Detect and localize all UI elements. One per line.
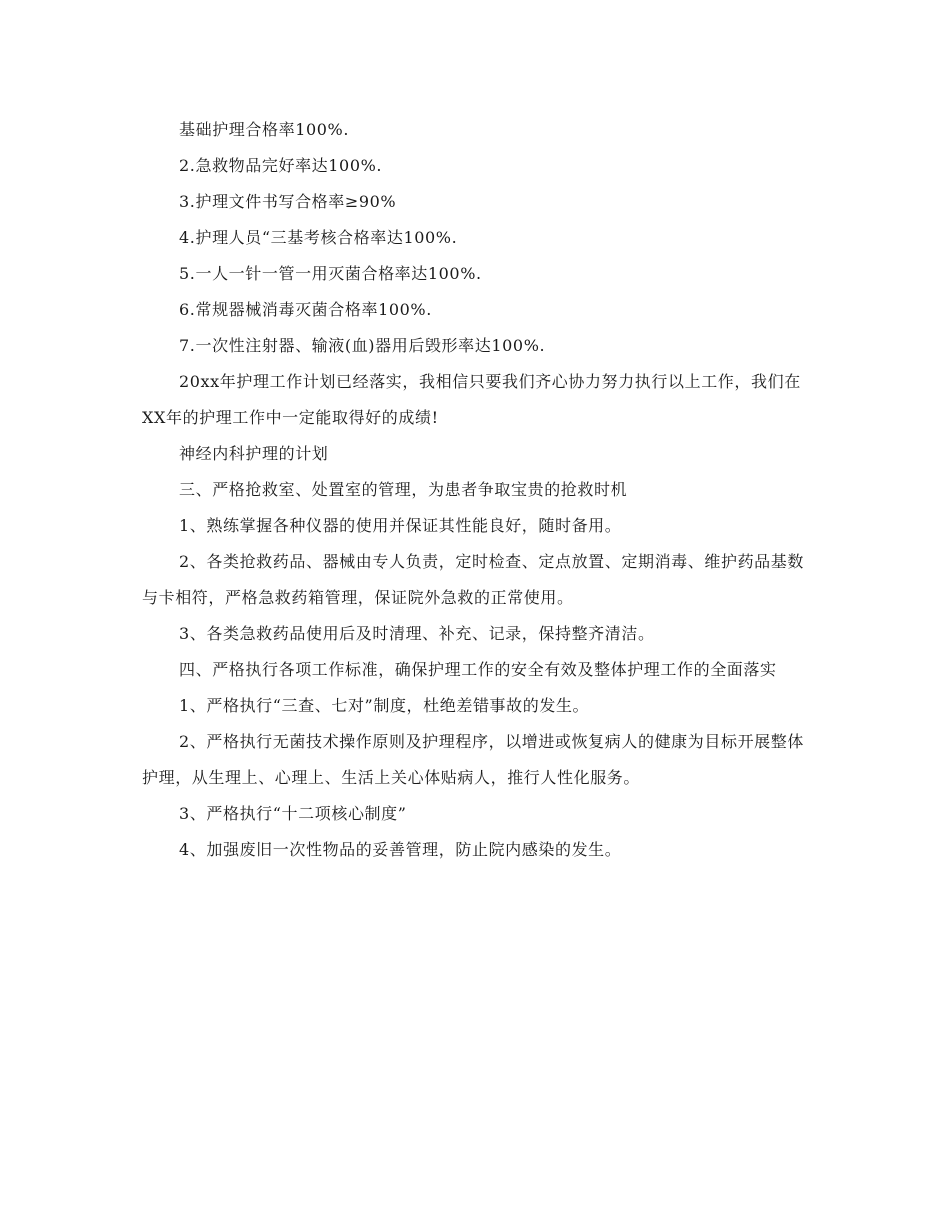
- paragraph-standards-item-3: 3、严格执行“十二项核心制度”: [179, 804, 407, 823]
- paragraph-rescue-item-2: 2、各类抢救药品、器械由专人负责，定时检查、定点放置、定期消毒、维护药品基数与卡相符，严格急救药箱管理，保证院外急救的正常使用。: [142, 552, 804, 607]
- document-body: [142, 112, 807, 868]
- section-heading-rescue-room: 三、严格抢救室、处置室的管理，为患者争取宝贵的抢救时机: [179, 480, 628, 499]
- paragraph-disposable-destruction-rate: 7.一次性注射器、输液(血)器用后毁形率达100%.: [179, 336, 546, 355]
- paragraph-basic-care-rate: 基础护理合格率100%.: [179, 120, 350, 139]
- section-heading-work-standards: 四、严格执行各项工作标准，确保护理工作的安全有效及整体护理工作的全面落实: [179, 660, 777, 679]
- paragraph-staff-exam-rate: 4.护理人员“三基考核合格率达100%.: [179, 228, 458, 247]
- paragraph-sterilization-rate: 5.一人一针一管一用灭菌合格率达100%.: [179, 264, 482, 283]
- paragraph-plan-summary: 20xx年护理工作计划已经落实，我相信只要我们齐心协力努力执行以上工作，我们在XX年的护理工作中一定能取得好的成绩!: [142, 372, 801, 427]
- paragraph-standards-item-4: 4、加强废旧一次性物品的妥善管理，防止院内感染的发生。: [179, 840, 622, 859]
- paragraph-standards-item-1: 1、严格执行“三查、七对”制度，杜绝差错事故的发生。: [179, 696, 590, 715]
- paragraph-emergency-supplies-rate: 2.急救物品完好率达100%.: [179, 156, 383, 175]
- paragraph-nursing-documents-rate: 3.护理文件书写合格率≥90%: [179, 192, 397, 211]
- paragraph-rescue-item-3: 3、各类急救药品使用后及时清理、补充、记录，保持整齐清洁。: [179, 624, 655, 643]
- paragraph-standards-item-2: 2、严格执行无菌技术操作原则及护理程序，以增进或恢复病人的健康为目标开展整体护理，从生理上、心理上、生活上关心体贴病人，推行人性化服务。: [142, 732, 804, 787]
- paragraph-instrument-disinfection-rate: 6.常规器械消毒灭菌合格率100%.: [179, 300, 432, 319]
- section-heading-neurology-plan: 神经内科护理的计划: [179, 444, 329, 463]
- paragraph-rescue-item-1: 1、熟练掌握各种仪器的使用并保证其性能良好，随时备用。: [179, 516, 622, 535]
